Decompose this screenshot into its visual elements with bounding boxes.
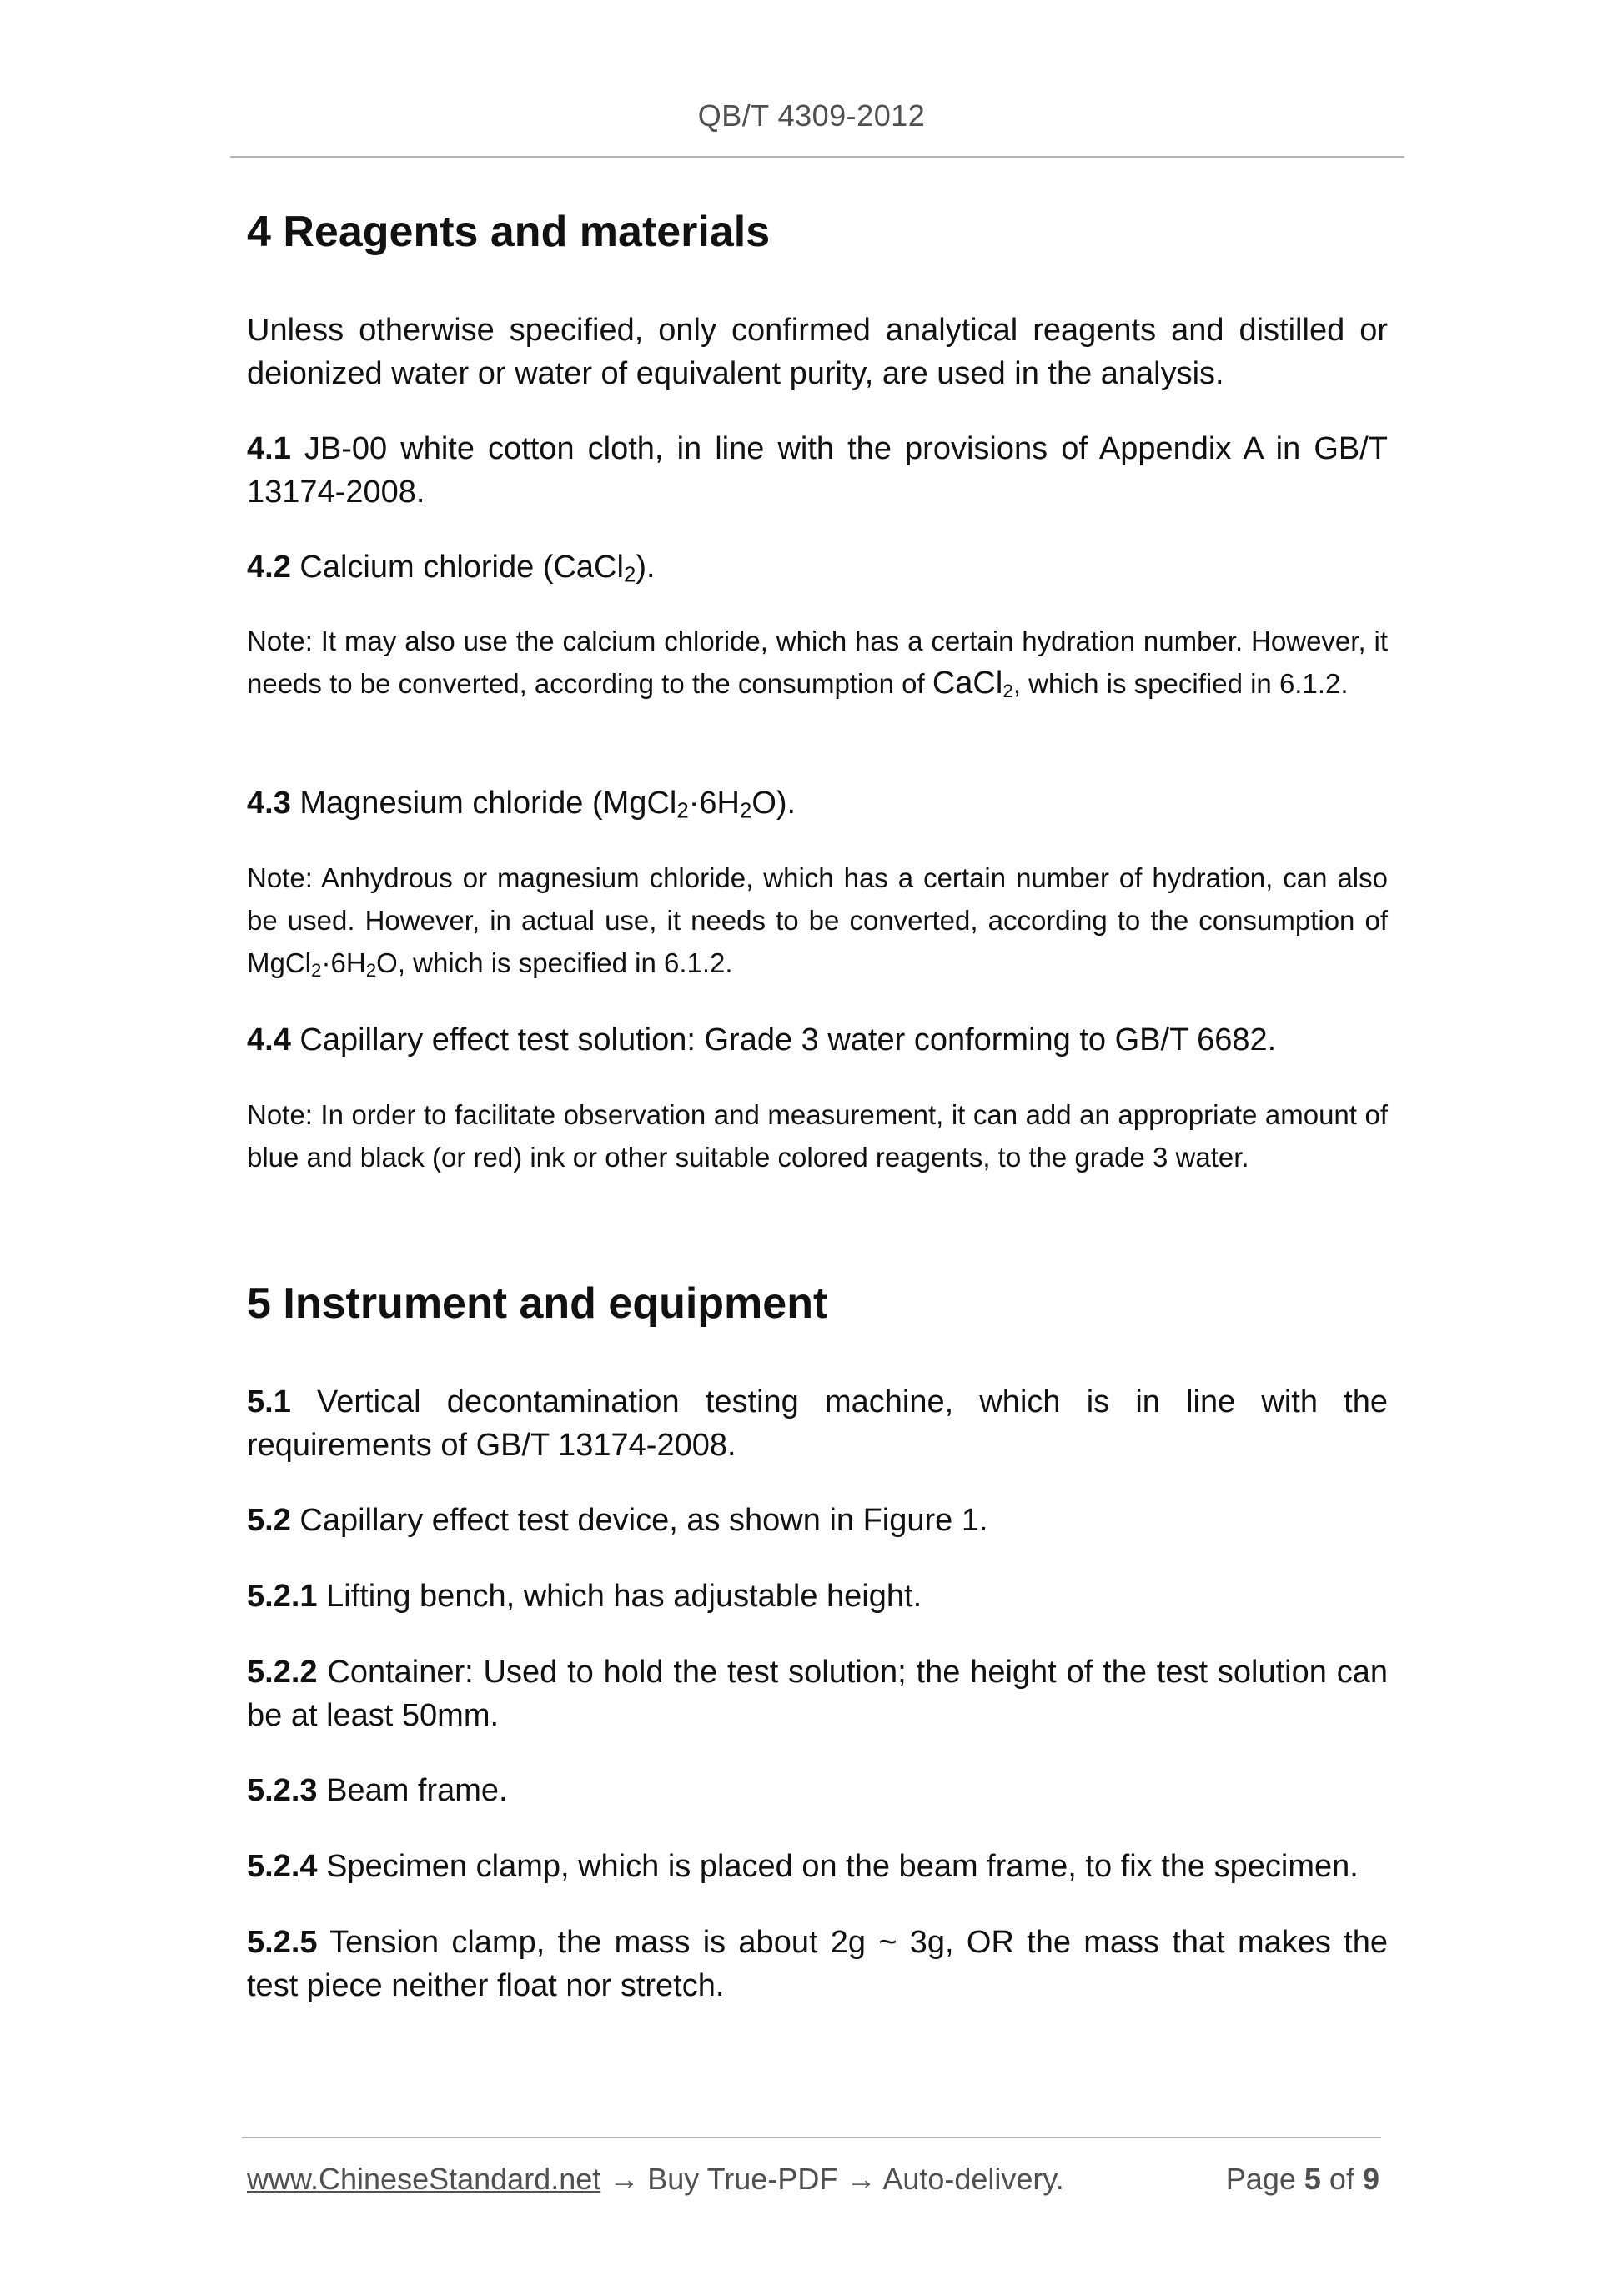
subscript: 2 [311, 959, 322, 981]
formula: CaCl [932, 666, 1003, 701]
note-text: , which is specified in 6.1.2. [1012, 668, 1349, 699]
clause-4-3 [247, 781, 1388, 825]
clause-number: 4.2 [247, 550, 291, 585]
clause-number: 4.4 [247, 1022, 291, 1058]
note-4-3 [247, 857, 1388, 984]
clause-number: 5.2.3 [247, 1773, 318, 1808]
clause-text: Specimen clamp, which is placed on the beam frame, to fix the specimen. [317, 1849, 1359, 1884]
subscript: 2 [365, 959, 377, 981]
clause-5-2-1 [247, 1575, 1388, 1618]
clause-5-2-3 [247, 1769, 1388, 1812]
clause-number: 5.2.5 [247, 1925, 318, 1960]
clause-5-2-4 [247, 1845, 1388, 1888]
page-of: of [1329, 2162, 1354, 2196]
page-label: Page [1225, 2162, 1296, 2196]
page-total: 9 [1362, 2162, 1379, 2196]
subscript: 2 [1002, 680, 1013, 701]
page-current: 5 [1304, 2162, 1321, 2196]
page-indicator [1226, 2162, 1379, 2197]
document-code: QB/T 4309-2012 [697, 98, 926, 133]
subscript: 2 [623, 563, 636, 587]
clause-text: Container: Used to hold the test solution; the height of the test solution can be at least 50mm. [247, 1655, 1388, 1733]
footer-divider [242, 2137, 1381, 2138]
clause-text: ). [636, 550, 656, 585]
clause-text: Capillary effect test solution: Grade 3 water conforming to GB/T 6682. [290, 1022, 1277, 1058]
clause-number: 5.2.2 [247, 1655, 318, 1690]
section-4-intro: Unless otherwise specified, only confirmed analytical reagents and distilled or deionized water or water of equivalent purity, are used in the analysis. [247, 313, 1388, 391]
subscript: 2 [739, 799, 752, 823]
promo-text: → Buy True-PDF → Auto-delivery. [600, 2162, 1064, 2196]
clause-5-2-5 [247, 1921, 1388, 2007]
clause-5-2 [247, 1499, 1388, 1542]
clause-5-2-2 [247, 1650, 1388, 1737]
note-text: O, which is specified in 6.1.2. [376, 947, 733, 978]
subscript: 2 [676, 799, 689, 823]
clause-number: 5.2.4 [247, 1849, 318, 1884]
clause-number: 4.3 [247, 786, 291, 821]
clause-text: Capillary effect test device, as shown in Figure 1. [290, 1503, 988, 1538]
clause-text: Magnesium chloride (MgCl [290, 786, 677, 821]
clause-text: ·6H [688, 786, 740, 821]
clause-4-4 [247, 1018, 1388, 1062]
clause-text: JB-00 white cotton cloth, in line with the provisions of Appendix A in GB/T 13174-2008. [247, 431, 1388, 510]
note-4-2 [247, 620, 1388, 705]
clause-4-2 [247, 545, 1388, 589]
clause-text: Tension clamp, the mass is about 2g ~ 3g, OR the mass that makes the test piece neither float nor stretch. [247, 1925, 1388, 2003]
clause-text: Calcium chloride (CaCl [290, 550, 624, 585]
clause-text: O). [751, 786, 796, 821]
clause-number: 5.2.1 [247, 1579, 318, 1614]
clause-text: Beam frame. [317, 1773, 508, 1808]
section-4-heading: 4 Reagents and materials [247, 208, 771, 256]
clause-number: 4.1 [247, 431, 291, 466]
note-text: ·6H [321, 947, 366, 978]
note-text: Note: Anhydrous or magnesium chloride, which has a certain number of hydration, can also be used. However, in actual use, it needs to be converted, according to the consumption of MgCl [247, 862, 1388, 978]
clause-text: Vertical decontamination testing machine, which is in line with the requirements of GB/T 13174-2008. [247, 1384, 1388, 1463]
website-link[interactable]: www.ChineseStandard.net [247, 2162, 601, 2196]
clause-text: Lifting bench, which has adjustable height. [317, 1579, 922, 1614]
footer-promo [247, 2162, 1064, 2197]
clause-number: 5.2 [247, 1503, 291, 1538]
note-text: Note: It may also use the calcium chloride, which has a certain hydration number. However, it needs to be converted, according to the consumption of [247, 625, 1388, 699]
clause-4-1 [247, 427, 1388, 514]
note-4-4: Note: In order to facilitate observation and measurement, it can add an appropriate amount of blue and black (or red) ink or other suitable colored reagents, to the grade 3 water. [247, 1099, 1388, 1173]
clause-5-1 [247, 1380, 1388, 1467]
section-5-heading: 5 Instrument and equipment [247, 1279, 828, 1328]
header-divider [230, 156, 1404, 158]
clause-number: 5.1 [247, 1384, 291, 1419]
